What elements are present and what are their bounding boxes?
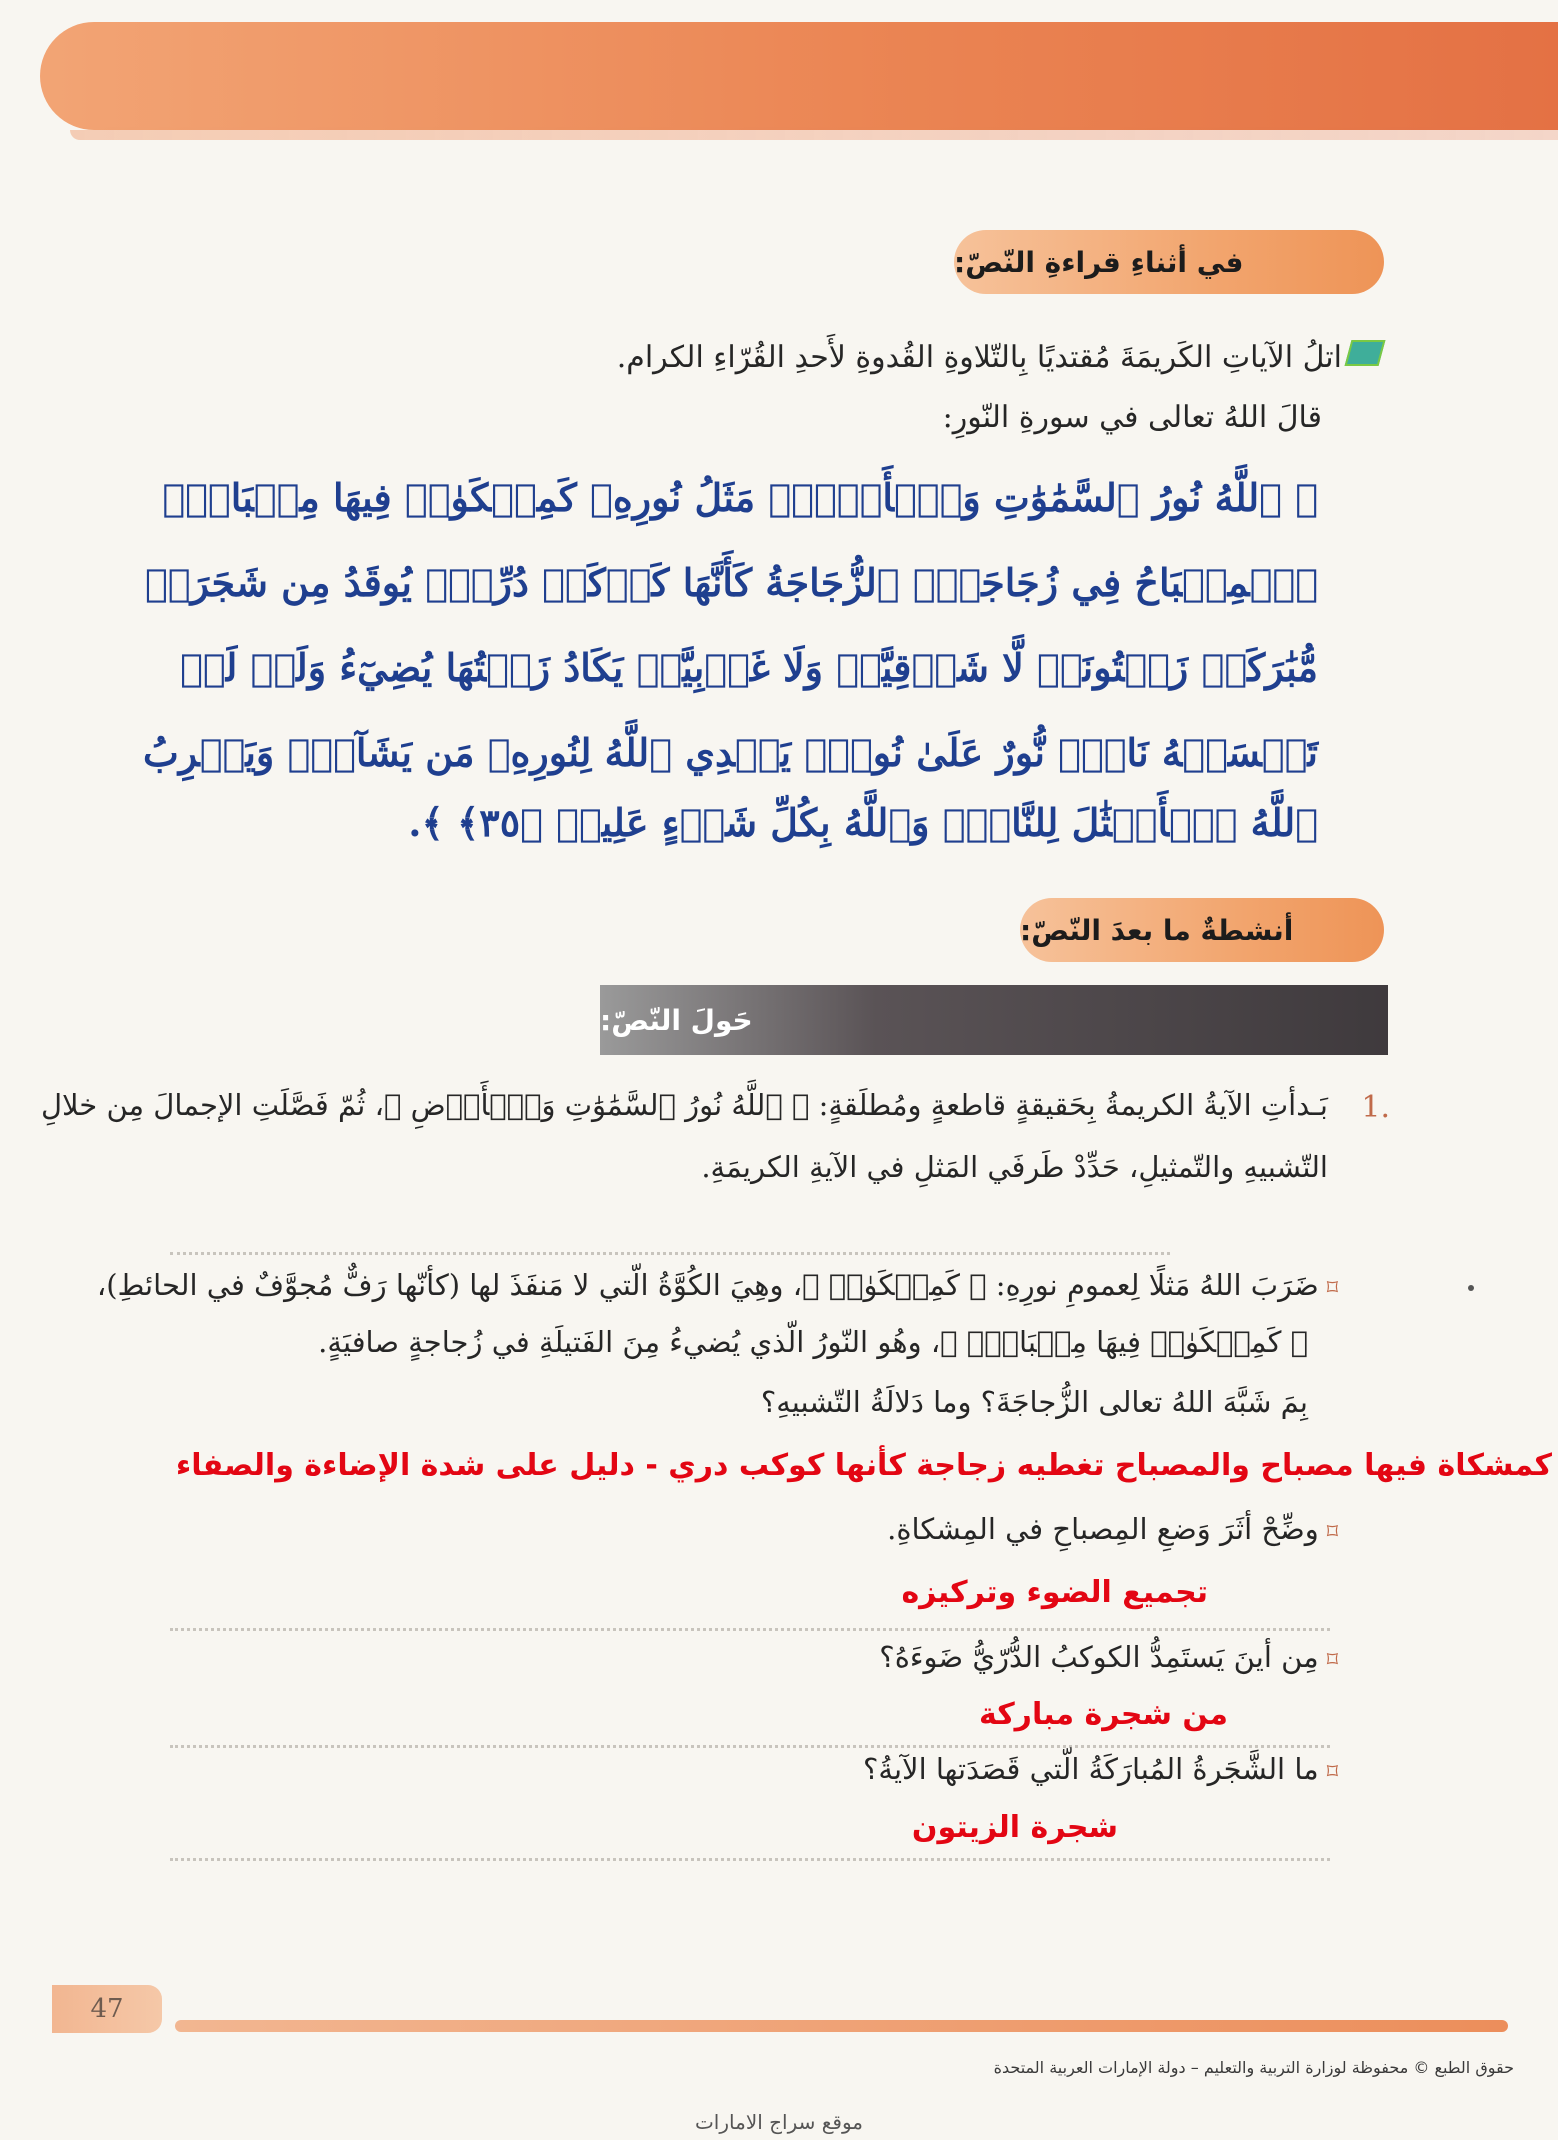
sub-question: ⌑مِن أينَ يَستَمِدُّ الكوكبُ الدُّرّيُّ ضَوءَهُ؟ <box>879 1640 1338 1674</box>
sub-question: ⌑وضِّحْ أثَرَ وَضعِ المِصباحِ في المِشكاةِ. <box>887 1512 1338 1546</box>
copyright-text: حقوق الطبع © محفوظة لوزارة التربية والتعليم – دولة الإمارات العربية المتحدة <box>993 2058 1514 2077</box>
dotted-line <box>170 1745 1330 1748</box>
verse-line: تَمۡسَسۡهُ نَارٞۚ نُّورٌ عَلَىٰ نُورٖۚ يَهۡدِي ٱللَّهُ لِنُورِهِۦ مَن يَشَآءُۚ وَيَضۡرِبُ <box>143 730 1318 775</box>
footer-band <box>175 2020 1508 2032</box>
book-icon <box>1345 340 1386 366</box>
bullet-icon: ⌑ <box>1326 1760 1338 1785</box>
sub-question: ⌑ضَرَبَ اللهُ مَثلًا لِعمومِ نورِهِ: ﴿ كَمِشۡكَوٰةٖ ﴾، وهِيَ الكُوَّةُ الّتي لا مَنفَذَ لها (كأنّها رَفٌّ مُجوَّفٌ في الحائطِ)، <box>96 1268 1338 1302</box>
section-during-reading <box>954 230 1384 294</box>
dotted-line <box>170 1252 1170 1255</box>
verse-line: ٱللَّهُ ٱلۡأَمۡثَٰلَ لِلنَّاسِۗ وَٱللَّهُ بِكُلِّ شَيۡءٍ عَلِيمٞ ﴿٣٥﴾ ﴾. <box>408 800 1318 845</box>
question-text: التّشبيهِ والتّمثيلِ، حَدِّدْ طَرفَي المَثلِ في الآيةِ الكريمَةِ. <box>701 1150 1328 1184</box>
section-title: أنشطةٌ ما بعدَ النّصّ: <box>1020 913 1294 947</box>
sub-question: بِمَ شَبَّهَ اللهُ تعالى الزُّجاجَةَ؟ وما دَلالَةُ التّشبيهِ؟ <box>760 1385 1308 1419</box>
question-text: بَـدأتِ الآيةُ الكريمةُ بِحَقيقةٍ قاطعةٍ ومُطلَقةٍ: ﴿ ٱللَّهُ نُورُ ٱلسَّمَٰوَٰتِ وَٱلۡأَرۡضِ ﴾، ثُمّ فَصَّلَتِ الإجمالَ مِن خلالِ <box>40 1088 1328 1122</box>
question-number: .1 <box>1361 1090 1390 1125</box>
subsection-title: حَولَ النّصّ: <box>600 1003 753 1037</box>
dot-marker <box>1468 1285 1474 1291</box>
intro-line: قالَ اللهُ تعالى في سورةِ النّورِ: <box>942 400 1322 435</box>
sub-question: ﴿ كَمِشۡكَوٰةٖ فِيهَا مِصۡبَاحٌۖ ﴾، وهُو النّورُ الّذي يُضيءُ مِنَ الفَتيلَةِ في زُجاجةٍ صافيَةٍ. <box>318 1325 1308 1359</box>
answer-text: كمشكاة فيها مصباح والمصباح تغطيه زجاجة كأنها كوكب دري - دليل على شدة الإضاءة والصفاء <box>175 1448 1552 1483</box>
answer-text: من شجرة مباركة <box>979 1697 1228 1732</box>
verse-line: ﴿ ٱللَّهُ نُورُ ٱلسَّمَٰوَٰتِ وَٱلۡأَرۡضِۚ مَثَلُ نُورِهِۦ كَمِشۡكَوٰةٖ فِيهَا مِصۡبَاحٌۖ <box>162 475 1318 520</box>
subsection-about-text <box>600 985 1388 1055</box>
dotted-line <box>170 1628 1330 1631</box>
sub-question: ⌑ما الشَّجَرةُ المُبارَكَةُ الّتي قَصَدَتها الآيةُ؟ <box>863 1752 1338 1786</box>
bullet-icon: ⌑ <box>1326 1520 1338 1545</box>
verse-line: مُّبَٰرَكَةٖ زَيۡتُونَةٖ لَّا شَرۡقِيَّةٖ وَلَا غَرۡبِيَّةٖ يَكَادُ زَيۡتُهَا يُضِيٓءُ وَلَوۡ لَمۡ <box>180 645 1318 690</box>
section-after-reading <box>1020 898 1384 962</box>
header-band <box>40 22 1558 130</box>
intro-line: اتلُ الآياتِ الكَريمَةَ مُقتديًا بِالتّلاوةِ القُدوةِ لأَحدِ القُرّاءِ الكرام. <box>616 340 1342 375</box>
dotted-line <box>170 1858 1330 1861</box>
site-name: موقع سراج الامارات <box>694 2110 864 2134</box>
bullet-icon: ⌑ <box>1326 1648 1338 1673</box>
bullet-icon: ⌑ <box>1326 1276 1338 1301</box>
verse-line: ٱلۡمِصۡبَاحُ فِي زُجَاجَةٍۖ ٱلزُّجَاجَةُ كَأَنَّهَا كَوۡكَبٞ دُرِّيّٞ يُوقَدُ مِن شَجَرَةٖ <box>144 560 1318 605</box>
answer-text: تجميع الضوء وتركيزه <box>901 1575 1208 1610</box>
page-number: 47 <box>52 1985 162 2033</box>
answer-text: شجرة الزيتون <box>911 1810 1118 1845</box>
section-title: في أثناءِ قراءةِ النّصّ: <box>954 245 1244 279</box>
